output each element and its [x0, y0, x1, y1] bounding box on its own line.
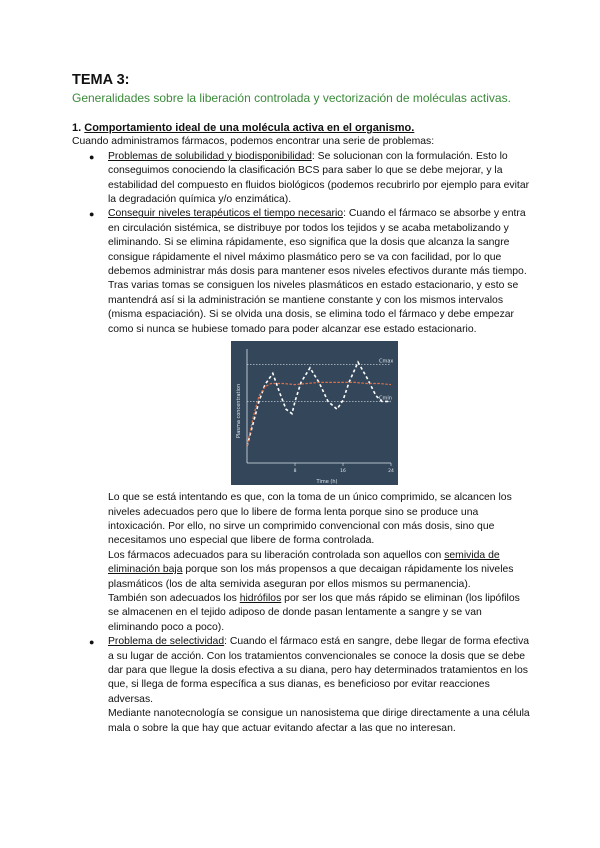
commentary-paragraph-3	[108, 592, 532, 635]
x-tick-label: 8	[293, 469, 297, 475]
bullet-label: Problema de selectividad	[108, 636, 225, 648]
bullet-solubility	[72, 150, 532, 208]
document-content	[72, 121, 532, 736]
page-subtitle: Generalidades sobre la liberación controlada y vectorización de moléculas activas.	[72, 91, 511, 105]
page-title: TEMA 3:	[72, 72, 130, 88]
commentary-paragraph-2	[108, 549, 532, 592]
bullet-text: : Se solucionan con la formulación. Esto lo conseguimos conociendo la clasificación BCS para saber lo que se debe mejorar, y la estabilidad del compuesto en fluidos biológicos (podemos recubrirlo por ejemplo para evitar la degradación química y/o enzimática).	[108, 150, 530, 206]
bullet-text: : Cuando el fármaco está en sangre, debe llegar de forma efectiva a su lugar de acción. Con los tratamientos convencionales se conoce la dosis que se debe dar para que llegue la dosis efectiva a su diana, pero hay determinados tratamientos en los que, si llega de forma específica a sus dianas, es beneficioso por evitar reacciones adversas.	[108, 636, 530, 705]
figure-commentary	[72, 491, 532, 635]
section-heading-text: Comportamiento ideal de una molécula activa en el organismo.	[84, 122, 415, 134]
bullet-text: : Cuando el fármaco se absorbe y entra en circulación sistémica, se distribuye por todos los tejidos y se acaba metabolizando y eliminando. Si se elimina rápidamente, eso significa que la dosis que alcanza la sangre consigue rápidamente el nivel máximo plasmático pero se va con facilidad, por lo que debemos administrar más dosis para mantener esos niveles efectivos durante más tiempo. Tras varias tomas se consiguen los niveles plasmáticos en estado estacionario, y esto se mantendrá así si la administración se mantiene constante y con los mismos intervalos (misma espaciación). Si se olvida una dosis, se elimina todo el fármaco y debe empezar como si nunca se hubiese tomado para poder alcanzar ese estado estacionario.	[108, 208, 527, 335]
commentary-underlined: hidrófilos	[239, 592, 282, 604]
bullet-selectivity	[72, 635, 532, 736]
plasma-concentration-figure	[231, 341, 398, 485]
bullet-paragraph	[108, 150, 532, 208]
x-tick-label: 16	[340, 469, 346, 475]
bullet-label: Problemas de solubilidad y biodisponibilidad	[108, 150, 312, 162]
section-heading	[72, 121, 532, 135]
commentary-paragraph-1: Lo que se está intentando es que, con la toma de un único comprimido, se alcancen los niveles adecuados pero que lo libere de forma lenta porque sino se produce una intoxicación. Por ello, no sirve un comprimido convencional con más dosis, sino que necesitamos uno especial que libere de forma controlada.	[108, 492, 512, 547]
reference-label-cmin: Cmin	[379, 395, 392, 402]
y-axis-label: Plasma concentration	[236, 383, 242, 439]
commentary-text: También son adecuados los	[108, 592, 240, 604]
bullet-dot-icon: ●	[89, 151, 95, 162]
commentary-text: porque son los más propensos a que decaigan rápidamente los niveles plasmáticos (los de alta semivida aseguran por ellos mismos su permanencia).	[108, 564, 514, 590]
x-tick-label: 24	[388, 469, 394, 475]
commentary-text: por ser los que más rápido se eliminan (los lipófilos se almacenen en el tejido adiposo de donde pasan lentamente a sangre y se van eliminando poco a poco).	[108, 592, 520, 633]
commentary-underlined: semivida de eliminación baja	[108, 549, 500, 576]
bullet-therapeutic-levels	[72, 207, 532, 337]
bullet-label: Conseguir niveles terapéuticos el tiempo necesario	[108, 208, 344, 220]
section-intro: Cuando administramos fármacos, podemos encontrar una serie de problemas:	[72, 136, 435, 148]
series-line-controlled	[247, 382, 391, 446]
bullet-paragraph	[108, 207, 532, 337]
section-number: 1.	[72, 122, 82, 134]
bullet-paragraph	[108, 635, 532, 707]
bullet-paragraph-2: Mediante nanotecnología se consigue un nanosistema que dirige directamente a una célula mala o sobre la que hay que actuar evitando afectar a las que no interesan.	[108, 708, 530, 734]
x-axis-label: Time (h)	[316, 479, 338, 486]
reference-label-cmax: Cmax	[379, 358, 394, 365]
series-line-conventional	[247, 362, 391, 446]
plasma-concentration-chart	[231, 341, 398, 485]
commentary-text: Los fármacos adecuados para su liberación controlada son aquellos con	[108, 549, 445, 561]
bullet-dot-icon: ●	[89, 637, 95, 648]
bullet-dot-icon: ●	[89, 209, 95, 220]
